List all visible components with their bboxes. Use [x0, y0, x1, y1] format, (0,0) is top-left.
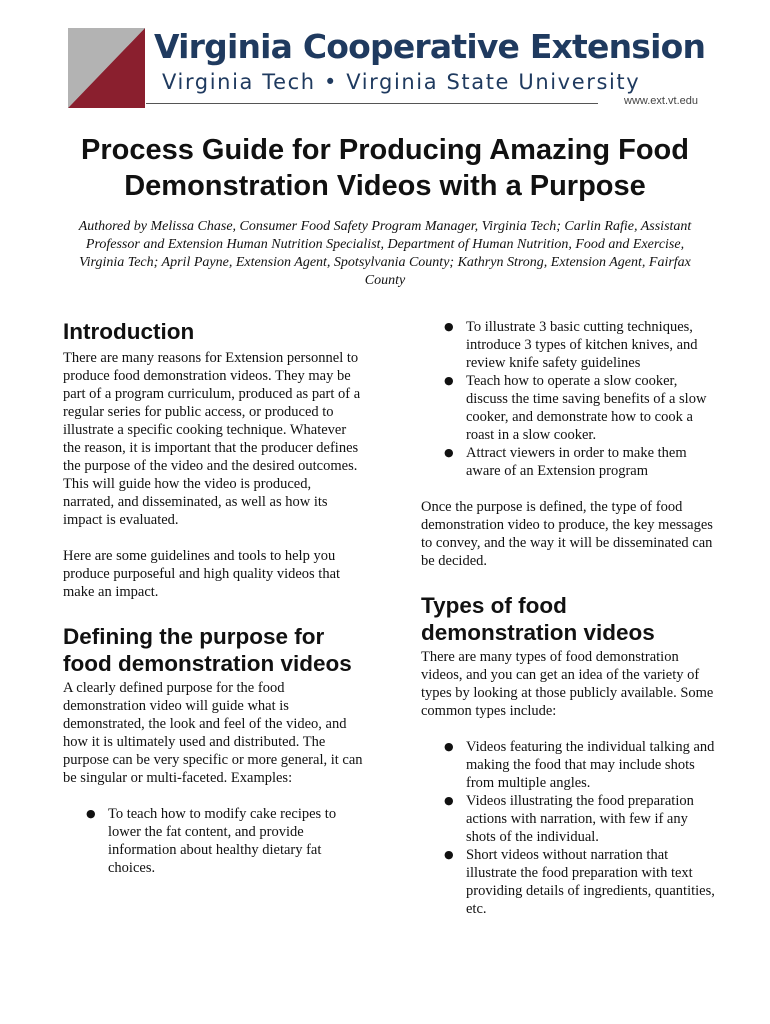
- logo-subtitle: Virginia Tech • Virginia State University: [162, 70, 641, 94]
- types-list: [421, 738, 721, 918]
- list-item: [421, 318, 721, 372]
- logo-divider: [146, 103, 598, 104]
- list-item-text: To illustrate 3 basic cutting techniques, introduce 3 types of kitchen knives, and review knife safety guidelines: [466, 319, 698, 371]
- purpose-paragraph-1: A clearly defined purpose for the food demonstration video will guide what is demonstrated, the look and feel of the video, and how it is ultimately used and distributed. The purpose can be very specific or more general, it can be singular or multi-faceted. Examples:: [63, 680, 363, 786]
- list-item-text: To teach how to modify cake recipes to lower the fat content, and provide information about healthy dietary fat choices.: [108, 806, 337, 876]
- intro-paragraph-1: There are many reasons for Extension personnel to produce food demonstration videos. They may be part of a program curriculum, produced as part of a regular series for public access, or produced to illustrate a specific cooking technique. Whatever the reason, it is important that the producer defines the purpose of the video and the desired outcomes. This will guide how the video is produced, narrated, and disseminated, as well as how its impact is evaluated.: [63, 350, 361, 528]
- list-item: [421, 372, 721, 444]
- bullet-icon: ●: [444, 446, 454, 459]
- list-item: [421, 738, 721, 792]
- authors-line: Authored by Melissa Chase, Consumer Food Safety Program Manager, Virginia Tech; Carlin Rafie, Assistant Professor and Extension Human Nutrition Specialist, Department of Human Nutrition, Food and Exercise, Virginia Tech; April Payne, Extension Agent, Spotsylvania County; Kathryn Strong, Extension Agent, Fairfax County: [78, 219, 692, 288]
- bullet-icon: ●: [444, 320, 454, 333]
- document-title: Process Guide for Producing Amazing Food Demonstration Videos with a Purpose: [81, 134, 689, 202]
- list-item-text: Teach how to operate a slow cooker, discuss the time saving benefits of a slow cooker, and demonstrate how to cook a roast in a slow cooker.: [466, 373, 707, 443]
- purpose-examples-list: [63, 805, 363, 877]
- section-heading-types: Types of food demonstration videos: [421, 593, 655, 645]
- list-item-text: Attract viewers in order to make them aware of an Extension program: [466, 445, 687, 479]
- vce-logo: [68, 27, 706, 110]
- purpose-examples-list-continued: [421, 318, 721, 480]
- bullet-icon: ●: [444, 740, 454, 753]
- list-item: [63, 805, 363, 877]
- logo-title: Virginia Cooperative Extension: [154, 27, 706, 66]
- logo-url: www.ext.vt.edu: [624, 95, 698, 107]
- right-column: [421, 318, 721, 918]
- list-item: [421, 444, 721, 480]
- section-heading-purpose: Defining the purpose for food demonstration videos: [63, 624, 352, 676]
- bullet-icon: ●: [444, 794, 454, 807]
- purpose-paragraph-2: Once the purpose is defined, the type of food demonstration video to produce, the key messages to convey, and the way it will be disseminated can be decided.: [421, 499, 713, 569]
- list-item-text: Videos featuring the individual talking and making the food that may include shots from multiple angles.: [466, 739, 715, 791]
- list-item-text: Short videos without narration that illustrate the food preparation with text providing details of ingredients, quantities, etc.: [466, 847, 715, 917]
- types-paragraph-1: There are many types of food demonstration videos, and you can get an idea of the variety of types by looking at those publicly available. Some common types include:: [421, 649, 714, 719]
- list-item: [421, 846, 721, 918]
- section-heading-introduction: Introduction: [63, 319, 195, 344]
- intro-paragraph-2: Here are some guidelines and tools to help you produce purposeful and high quality videos that make an impact.: [63, 548, 341, 600]
- bullet-icon: ●: [444, 374, 454, 387]
- bullet-icon: ●: [444, 848, 454, 861]
- bullet-icon: ●: [86, 807, 96, 820]
- vce-logo-mark-icon: [68, 28, 145, 108]
- left-column: [63, 318, 363, 877]
- list-item-text: Videos illustrating the food preparation actions with narration, with few if any shots of the individual.: [466, 793, 694, 845]
- list-item: [421, 792, 721, 846]
